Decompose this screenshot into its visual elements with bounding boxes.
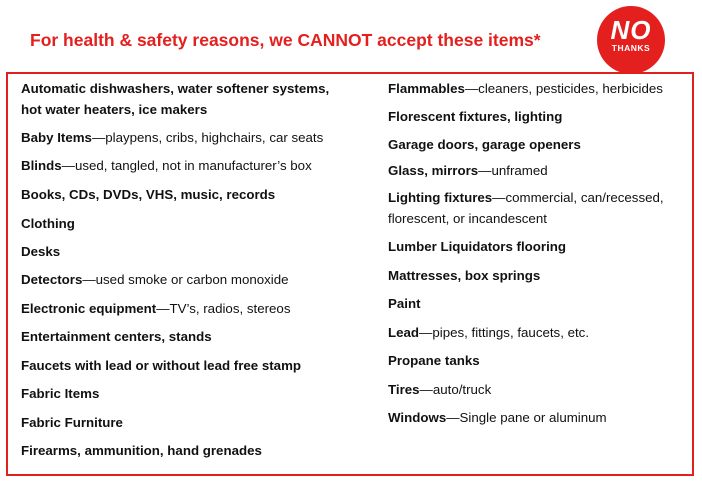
- list-item: Lumber Liquidators flooring: [388, 239, 567, 254]
- list-item: florescent, or incandescent: [388, 211, 547, 226]
- list-item: Desks: [21, 244, 61, 259]
- badge-thanks-text: THANKS: [611, 43, 651, 53]
- list-item: Lead—pipes, fittings, faucets, etc.: [388, 325, 590, 340]
- list-item: Firearms, ammunition, hand grenades: [21, 443, 262, 458]
- list-item: Clothing: [21, 216, 75, 231]
- list-item: Propane tanks: [388, 353, 480, 368]
- list-item: hot water heaters, ice makers: [21, 102, 208, 117]
- list-item: Glass, mirrors—unframed: [388, 163, 548, 178]
- list-item: Florescent fixtures, lighting: [388, 109, 563, 124]
- list-item: Paint: [388, 296, 421, 311]
- list-item: Blinds—used, tangled, not in manufacturer’s box: [21, 158, 312, 173]
- list-item: Books, CDs, DVDs, VHS, music, records: [21, 187, 276, 202]
- list-item: Automatic dishwashers, water softener systems,: [21, 81, 330, 96]
- list-item: Faucets with lead or without lead free stamp: [21, 358, 302, 373]
- list-item: Detectors—used smoke or carbon monoxide: [21, 272, 289, 287]
- list-item: Tires—auto/truck: [388, 382, 492, 397]
- page-title: For health & safety reasons, we CANNOT accept these items*: [30, 30, 541, 50]
- list-item: Flammables—cleaners, pesticides, herbicides: [388, 81, 663, 96]
- list-item: Entertainment centers, stands: [21, 329, 212, 344]
- list-item: Garage doors, garage openers: [388, 137, 581, 152]
- no-thanks-badge-icon: [597, 6, 665, 74]
- list-item: Baby Items—playpens, cribs, highchairs, car seats: [21, 130, 324, 145]
- list-item: Fabric Furniture: [21, 415, 123, 430]
- list-item: Fabric Items: [21, 386, 100, 401]
- list-item: Windows—Single pane or aluminum: [388, 410, 607, 425]
- list-item: Lighting fixtures—commercial, can/recessed,: [388, 190, 664, 205]
- list-item: Mattresses, box springs: [388, 268, 541, 283]
- badge-no-text: NO: [610, 15, 652, 45]
- list-item: Electronic equipment—TV’s, radios, stereos: [21, 301, 291, 316]
